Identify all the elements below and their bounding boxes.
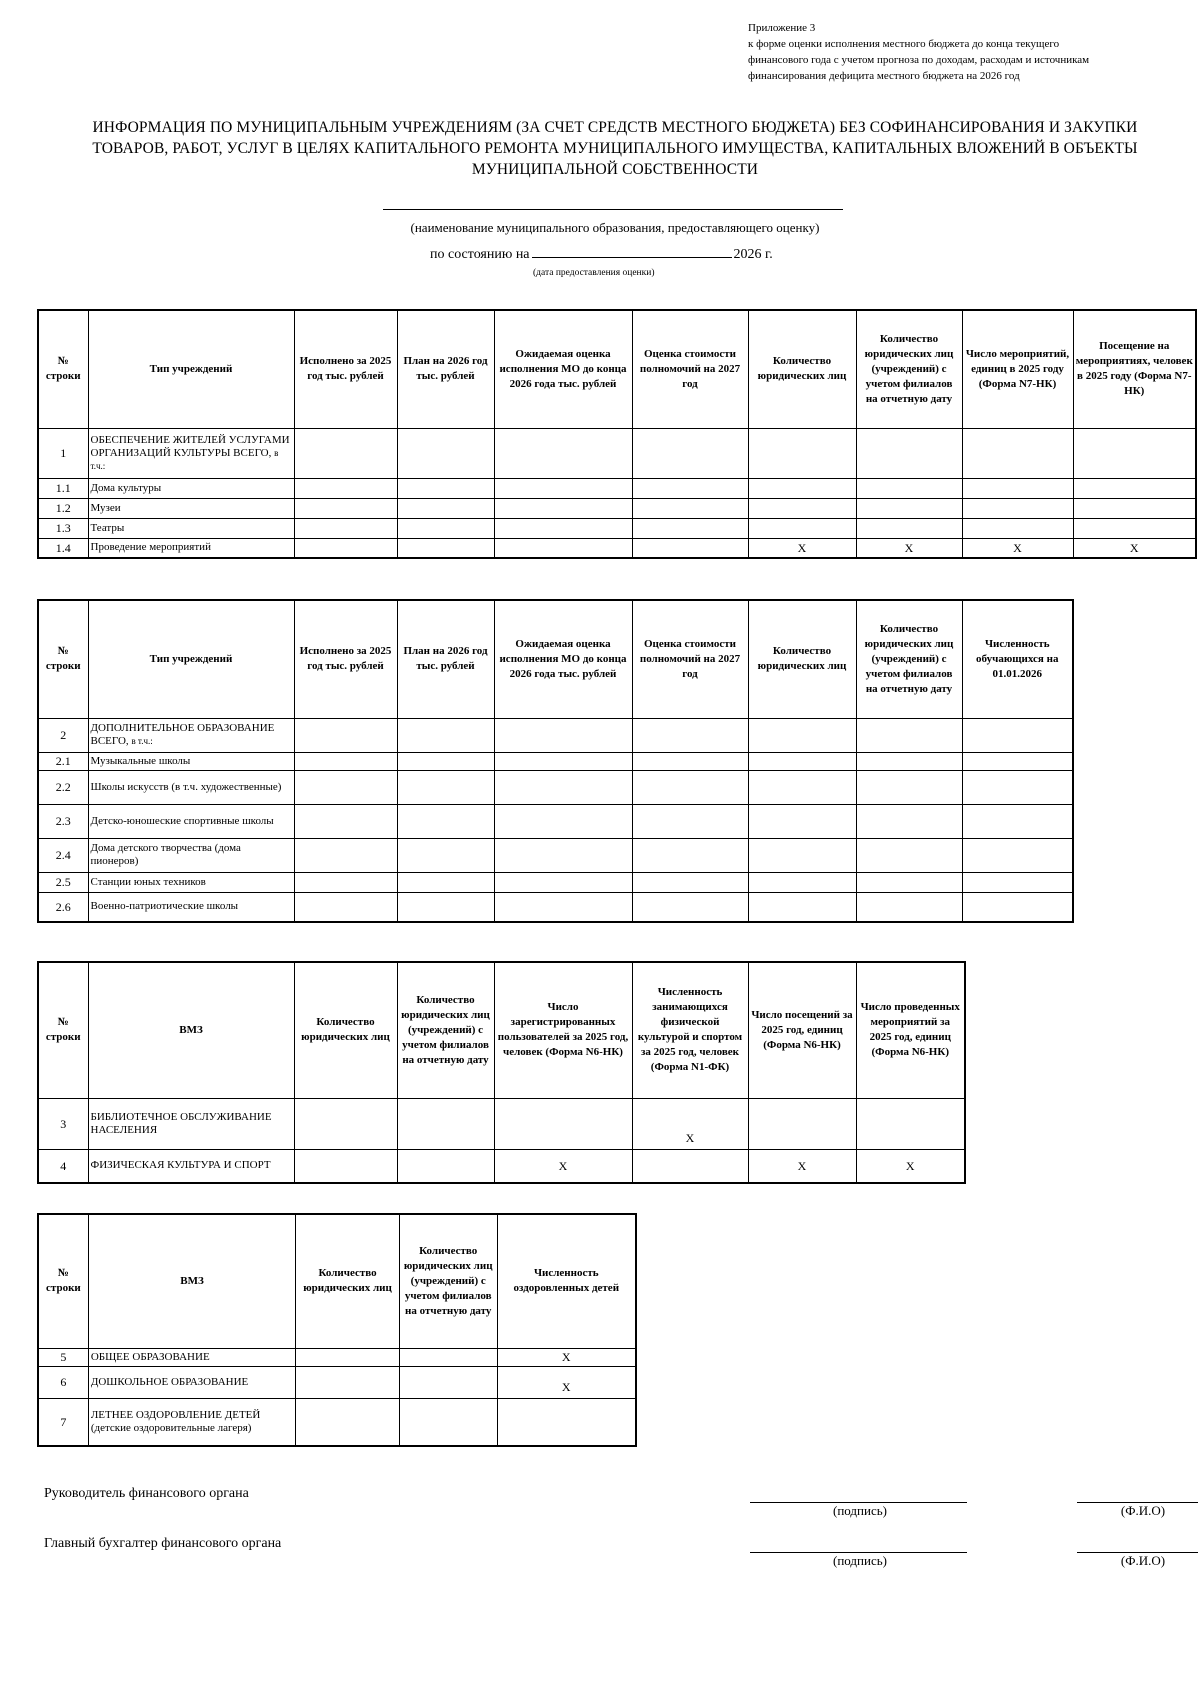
table-row: [38, 838, 1073, 872]
row-name: Детско-юношеские спортивные школы: [88, 804, 294, 838]
cell-input[interactable]: [856, 804, 962, 838]
header-row-number: № строки: [38, 600, 88, 718]
document-title: [40, 117, 1190, 180]
row-number: 2.6: [38, 892, 88, 922]
cell-x-mark: Х: [962, 538, 1073, 558]
cell-input[interactable]: [632, 478, 748, 498]
cell-input[interactable]: [632, 892, 748, 922]
cell-input[interactable]: [294, 478, 397, 498]
cell-input[interactable]: [962, 718, 1073, 752]
cell-input[interactable]: [856, 718, 962, 752]
header-children-recovered: Численность оздоровленных детей: [497, 1214, 636, 1348]
cell-input[interactable]: [748, 770, 856, 804]
cell-input[interactable]: [397, 892, 494, 922]
header-legal-entities: Количество юридических лиц: [296, 1214, 400, 1348]
cell-input[interactable]: [632, 752, 748, 770]
cell-input[interactable]: [748, 718, 856, 752]
cell-input[interactable]: [856, 892, 962, 922]
row-name-text: ОБЕСПЕЧЕНИЕ ЖИТЕЛЕЙ УСЛУГАМИ ОРГАНИЗАЦИЙ КУЛЬТУРЫ ВСЕГО,: [90, 433, 290, 459]
row-number: 4: [38, 1149, 88, 1183]
cell-input[interactable]: [748, 478, 856, 498]
cell-input[interactable]: [962, 498, 1073, 518]
cell-input[interactable]: [962, 804, 1073, 838]
table-row: [38, 1366, 636, 1398]
table-row: [38, 872, 1073, 892]
header-legal-entities: Количество юридических лиц: [748, 600, 856, 718]
row-name: [88, 428, 294, 478]
cell-input[interactable]: [397, 804, 494, 838]
row-number: 1.1: [38, 478, 88, 498]
cell-input[interactable]: [399, 1366, 497, 1398]
cell-input[interactable]: [294, 498, 397, 518]
row-name: Дома детского творчества (дома пионеров): [88, 838, 294, 872]
chief-accountant-label: Главный бухгалтер финансового органа: [44, 1536, 282, 1551]
municipality-name-line[interactable]: [383, 209, 843, 210]
cell-input[interactable]: [962, 770, 1073, 804]
header-visits-count: Число посещений за 2025 год, единиц (Форма N6-НК): [748, 962, 856, 1098]
row-name: Музыкальные школы: [88, 752, 294, 770]
cell-input[interactable]: [632, 872, 748, 892]
cell-input[interactable]: [632, 538, 748, 558]
cell-x-mark: Х: [748, 538, 856, 558]
date-caption: (дата предоставления оценки): [533, 268, 655, 278]
header-estimate-2027: Оценка стоимости полномочий на 2027 год: [632, 310, 748, 428]
cell-input[interactable]: [399, 1348, 497, 1366]
cell-input[interactable]: [748, 498, 856, 518]
row-name-suffix: в т.ч.:: [90, 447, 279, 471]
date-prefix: по состоянию на: [430, 247, 530, 262]
row-name: БИБЛИОТЕЧНОЕ ОБСЛУЖИВАНИЕ НАСЕЛЕНИЯ: [88, 1098, 294, 1149]
cell-input[interactable]: [748, 428, 856, 478]
cell-input[interactable]: [494, 428, 632, 478]
row-name: Проведение мероприятий: [88, 538, 294, 558]
cell-input[interactable]: [397, 518, 494, 538]
accountant-signature-caption: (подпись): [833, 1553, 887, 1568]
cell-input[interactable]: [294, 538, 397, 558]
cell-input[interactable]: [494, 498, 632, 518]
cell-input[interactable]: [748, 752, 856, 770]
cell-input[interactable]: [494, 892, 632, 922]
cell-x-mark: Х: [494, 1149, 632, 1183]
title-line-3: МУНИЦИПАЛЬНОЙ СОБСТВЕННОСТИ: [471, 161, 759, 178]
head-of-finance-label: Руководитель финансового органа: [44, 1486, 249, 1501]
table-row: [38, 1398, 636, 1446]
cell-input[interactable]: [962, 518, 1073, 538]
date-row: [430, 244, 773, 263]
row-number: 7: [38, 1398, 88, 1446]
cell-input[interactable]: [294, 838, 397, 872]
date-suffix: 2026 г.: [733, 247, 773, 262]
cell-x-mark: Х: [1073, 538, 1196, 558]
title-line-1: ИНФОРМАЦИЯ ПО МУНИЦИПАЛЬНЫМ УЧРЕЖДЕНИЯМ (ЗА СЧЕТ СРЕДСТВ МЕСТНОГО БЮДЖЕТА) БЕЗ СОФИНАНСИРОВАНИЯ И ЗАКУПКИ: [92, 119, 1138, 136]
header-students-count: Численность обучающихся на 01.01.2026: [962, 600, 1073, 718]
row-number: 2.2: [38, 770, 88, 804]
appendix-line-2: к форме оценки исполнения местного бюджета до конца текущего: [748, 38, 1060, 50]
header-executed-2025: Исполнено за 2025 год тыс. рублей: [294, 310, 397, 428]
cell-input[interactable]: [962, 752, 1073, 770]
header-row-number: № строки: [38, 962, 88, 1098]
cell-x-mark: Х: [497, 1348, 636, 1366]
cell-input[interactable]: [632, 770, 748, 804]
cell-input[interactable]: [294, 1149, 397, 1183]
cell-input[interactable]: [962, 892, 1073, 922]
cell-input[interactable]: [294, 718, 397, 752]
cell-input[interactable]: [294, 804, 397, 838]
cell-input[interactable]: [494, 518, 632, 538]
cell-input[interactable]: [1073, 498, 1196, 518]
cell-input[interactable]: [494, 804, 632, 838]
header-event-attendance: Посещение на мероприятиях, человек в 2025 году (Форма N7-НК): [1073, 310, 1196, 428]
table-row: [38, 428, 1196, 478]
row-name: Военно-патриотические школы: [88, 892, 294, 922]
header-events-held: Число проведенных мероприятий за 2025 год, единиц (Форма N6-НК): [856, 962, 965, 1098]
cell-x-mark: Х: [748, 1149, 856, 1183]
cell-input[interactable]: [632, 1149, 748, 1183]
row-number: 3: [38, 1098, 88, 1149]
education-recreation-table: [37, 1213, 637, 1447]
cell-input[interactable]: [748, 804, 856, 838]
row-number: 2.3: [38, 804, 88, 838]
table-row: [38, 1348, 636, 1366]
cell-input[interactable]: [497, 1398, 636, 1446]
header-executed-2025: Исполнено за 2025 год тыс. рублей: [294, 600, 397, 718]
appendix-note: [748, 20, 1193, 84]
cell-input[interactable]: [856, 428, 962, 478]
cell-input[interactable]: [294, 518, 397, 538]
cell-input[interactable]: [748, 892, 856, 922]
cell-input[interactable]: [494, 1098, 632, 1149]
cell-input[interactable]: [748, 872, 856, 892]
cell-input[interactable]: [962, 838, 1073, 872]
row-name: Станции юных техников: [88, 872, 294, 892]
library-sport-table: [37, 961, 966, 1184]
cell-input[interactable]: [397, 770, 494, 804]
cell-input[interactable]: [397, 1149, 494, 1183]
cell-input[interactable]: [494, 752, 632, 770]
cell-input[interactable]: [397, 872, 494, 892]
header-estimate-2027: Оценка стоимости полномочий на 2027 год: [632, 600, 748, 718]
table-row: [38, 892, 1073, 922]
cell-input[interactable]: [294, 770, 397, 804]
cell-x-mark: Х: [632, 1098, 748, 1149]
header-events-count: Число мероприятий, единиц в 2025 году (Форма N7-НК): [962, 310, 1073, 428]
title-line-2: ТОВАРОВ, РАБОТ, УСЛУГ В ЦЕЛЯХ КАПИТАЛЬНОГО РЕМОНТА МУНИЦИПАЛЬНОГО ИМУЩЕСТВА, КАПИТАЛЬНЫХ ВЛОЖЕНИЙ В ОБЪЕКТЫ: [92, 140, 1138, 157]
cell-input[interactable]: [856, 478, 962, 498]
cell-input[interactable]: [397, 718, 494, 752]
cell-input[interactable]: [494, 538, 632, 558]
cell-input[interactable]: [856, 518, 962, 538]
table-row: [38, 770, 1073, 804]
table-row: [38, 752, 1073, 770]
cell-input[interactable]: [632, 428, 748, 478]
cell-input[interactable]: [294, 1098, 397, 1149]
row-name: ДОШКОЛЬНОЕ ОБРАЗОВАНИЕ: [88, 1366, 295, 1398]
header-sport-participants: Численность занимающихся физической культурой и спортом за 2025 год, человек (Форма N1-ФК): [632, 962, 748, 1098]
cell-input[interactable]: [962, 872, 1073, 892]
cell-input[interactable]: [397, 538, 494, 558]
cell-input[interactable]: [397, 752, 494, 770]
cell-input[interactable]: [397, 498, 494, 518]
cell-input[interactable]: [294, 752, 397, 770]
row-number: 2.5: [38, 872, 88, 892]
cell-input[interactable]: [856, 498, 962, 518]
cell-input[interactable]: [632, 718, 748, 752]
row-name: Школы искусств (в т.ч. художественные): [88, 770, 294, 804]
date-input-line[interactable]: [532, 244, 732, 258]
appendix-line-3: финансового года с учетом прогноза по доходам, расходам и источникам: [748, 54, 1090, 66]
table-row: [38, 804, 1073, 838]
row-number: 1.2: [38, 498, 88, 518]
cell-input[interactable]: [296, 1366, 400, 1398]
header-plan-2026: План на 2026 год тыс. рублей: [397, 600, 494, 718]
header-vmz: ВМЗ: [88, 962, 294, 1098]
header-expected-2026: Ожидаемая оценка исполнения МО до конца 2026 года тыс. рублей: [494, 600, 632, 718]
cell-input[interactable]: [856, 770, 962, 804]
accountant-name-caption: (Ф.И.О): [1120, 1553, 1166, 1568]
header-type: Тип учреждений: [88, 600, 294, 718]
appendix-line-1: Приложение 3: [748, 22, 816, 34]
table-row: [38, 518, 1196, 538]
head-signature-caption: (подпись): [833, 1503, 887, 1518]
cell-input[interactable]: [399, 1398, 497, 1446]
cell-x-mark: Х: [497, 1366, 636, 1398]
row-number: 2.1: [38, 752, 88, 770]
header-registered-users: Число зарегистрированных пользователей за 2025 год, человек (Форма N6-НК): [494, 962, 632, 1098]
cell-input[interactable]: [1073, 428, 1196, 478]
cell-input[interactable]: [294, 428, 397, 478]
cell-x-mark: Х: [856, 538, 962, 558]
cell-input[interactable]: [494, 478, 632, 498]
header-row-number: № строки: [38, 1214, 88, 1348]
row-name: [88, 718, 294, 752]
header-legal-entities-branches: Количество юридических лиц (учреждений) с учетом филиалов на отчетную дату: [399, 1214, 497, 1348]
appendix-line-4: финансирования дефицита местного бюджета на 2026 год: [748, 70, 1020, 82]
cell-input[interactable]: [856, 838, 962, 872]
cell-input[interactable]: [294, 872, 397, 892]
row-name-suffix: в т.ч.:: [131, 736, 153, 746]
row-name: ОБЩЕЕ ОБРАЗОВАНИЕ: [88, 1348, 295, 1366]
row-number: 1.3: [38, 518, 88, 538]
row-name-text: ДОПОЛНИТЕЛЬНОЕ ОБРАЗОВАНИЕ ВСЕГО,: [90, 722, 275, 747]
culture-table: [37, 309, 1197, 559]
cell-input[interactable]: [632, 518, 748, 538]
row-name: Дома культуры: [88, 478, 294, 498]
table-row: [38, 1098, 965, 1149]
row-number: 1: [38, 428, 88, 478]
cell-input[interactable]: [748, 1098, 856, 1149]
row-name: ЛЕТНЕЕ ОЗДОРОВЛЕНИЕ ДЕТЕЙ (детские оздоровительные лагеря): [88, 1398, 295, 1446]
cell-input[interactable]: [296, 1348, 400, 1366]
cell-input[interactable]: [962, 478, 1073, 498]
cell-input[interactable]: [296, 1398, 400, 1446]
cell-input[interactable]: [856, 872, 962, 892]
cell-input[interactable]: [494, 838, 632, 872]
header-legal-entities-branches: Количество юридических лиц (учреждений) с учетом филиалов на отчетную дату: [856, 600, 962, 718]
municipality-caption: (наименование муниципального образования, предоставляющего оценку): [410, 220, 820, 235]
cell-input[interactable]: [856, 1098, 965, 1149]
table-row: [38, 478, 1196, 498]
cell-input[interactable]: [856, 752, 962, 770]
head-name-caption: (Ф.И.О): [1120, 1503, 1166, 1518]
row-number: 2: [38, 718, 88, 752]
header-legal-entities: Количество юридических лиц: [294, 962, 397, 1098]
cell-input[interactable]: [748, 838, 856, 872]
cell-input[interactable]: [494, 770, 632, 804]
row-number: 5: [38, 1348, 88, 1366]
header-type: Тип учреждений: [88, 310, 294, 428]
row-name: Музеи: [88, 498, 294, 518]
header-legal-entities: Количество юридических лиц: [748, 310, 856, 428]
cell-input[interactable]: [494, 718, 632, 752]
cell-input[interactable]: [494, 872, 632, 892]
cell-input[interactable]: [397, 478, 494, 498]
cell-input[interactable]: [1073, 478, 1196, 498]
header-legal-entities-branches: Количество юридических лиц (учреждений) с учетом филиалов на отчетную дату: [397, 962, 494, 1098]
row-name: Театры: [88, 518, 294, 538]
cell-input[interactable]: [632, 838, 748, 872]
table-row: [38, 538, 1196, 558]
cell-input[interactable]: [632, 498, 748, 518]
header-row-number: № строки: [38, 310, 88, 428]
cell-input[interactable]: [397, 838, 494, 872]
header-legal-entities-branches: Количество юридических лиц (учреждений) с учетом филиалов на отчетную дату: [856, 310, 962, 428]
cell-x-mark: Х: [856, 1149, 965, 1183]
header-expected-2026: Ожидаемая оценка исполнения МО до конца 2026 года тыс. рублей: [494, 310, 632, 428]
cell-input[interactable]: [294, 892, 397, 922]
row-number: 2.4: [38, 838, 88, 872]
cell-input[interactable]: [962, 428, 1073, 478]
cell-input[interactable]: [397, 1098, 494, 1149]
additional-education-table: [37, 599, 1074, 923]
header-vmz: ВМЗ: [88, 1214, 295, 1348]
table-row: [38, 498, 1196, 518]
row-number: 6: [38, 1366, 88, 1398]
row-number: 1.4: [38, 538, 88, 558]
header-plan-2026: План на 2026 год тыс. рублей: [397, 310, 494, 428]
cell-input[interactable]: [632, 804, 748, 838]
cell-input[interactable]: [1073, 518, 1196, 538]
table-row: [38, 1149, 965, 1183]
cell-input[interactable]: [748, 518, 856, 538]
row-name: ФИЗИЧЕСКАЯ КУЛЬТУРА И СПОРТ: [88, 1149, 294, 1183]
table-row: [38, 718, 1073, 752]
cell-input[interactable]: [397, 428, 494, 478]
